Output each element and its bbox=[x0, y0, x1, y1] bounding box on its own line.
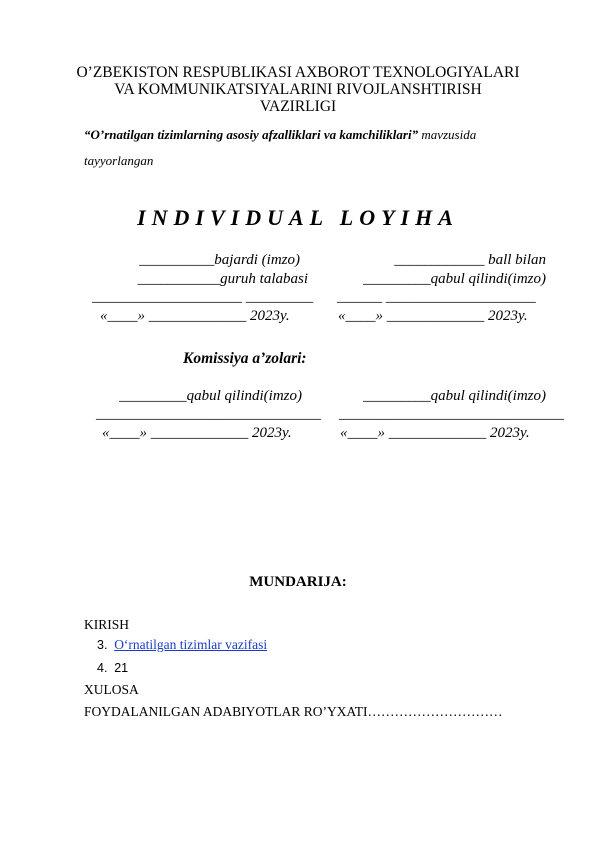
accepted-signature-line: _________qabul qilindi(imzo) bbox=[363, 271, 546, 287]
commission-left-blank: ______________________________ bbox=[96, 406, 321, 422]
toc-item-number: 3. bbox=[97, 638, 108, 652]
topic-suffix: mavzusida bbox=[418, 127, 477, 142]
executor-signature-line: __________bajardi (imzo) bbox=[139, 252, 300, 268]
toc-item-label: 21 bbox=[114, 661, 129, 675]
topic-line-2: tayyorlangan bbox=[84, 153, 154, 168]
commission-right-date: «____» _____________ 2023y. bbox=[340, 425, 530, 441]
commission-right-blank: ______________________________ bbox=[339, 406, 564, 422]
toc-item-references: FOYDALANILGAN ADABIYOTLAR RO’YXATI………………………… bbox=[84, 704, 503, 719]
contents-heading: MUNDARIJA: bbox=[249, 574, 347, 590]
left-blank-line: ____________________ _________ bbox=[92, 289, 314, 305]
commission-left-date: «____» _____________ 2023y. bbox=[102, 425, 292, 441]
toc-item-3[interactable] bbox=[97, 637, 267, 653]
ministry-name-line-3: VAZIRLIGI bbox=[259, 98, 337, 115]
right-blank-line: ______ ____________________ bbox=[337, 289, 536, 305]
toc-item-conclusion: XULOSA bbox=[84, 682, 139, 697]
commission-left-signature: _________qabul qilindi(imzo) bbox=[119, 388, 302, 404]
toc-item-number: 4. bbox=[97, 661, 108, 675]
toc-item-4 bbox=[97, 660, 128, 676]
ministry-name-line-1: O’ZBEKISTON RESPUBLIKASI AXBOROT TEXNOLOGIYALARI bbox=[76, 64, 520, 81]
topic-title: “O’rnatilgan tizimlarning asosiy afzalliklari va kamchiliklari” bbox=[84, 127, 419, 142]
student-group-line: ___________guruh talabasi bbox=[137, 271, 308, 287]
grade-line: ____________ ball bilan bbox=[394, 252, 546, 268]
commission-heading: Komissiya a’zolari: bbox=[183, 350, 307, 367]
toc-item-introduction: KIRISH bbox=[84, 617, 130, 632]
topic-line bbox=[84, 127, 476, 143]
right-date-line: «____» _____________ 2023y. bbox=[338, 308, 528, 324]
document-title: INDIVIDUAL LOYIHA bbox=[137, 205, 459, 230]
left-date-line: «____» _____________ 2023y. bbox=[100, 308, 290, 324]
ministry-name-line-2: VA KOMMUNIKATSIYALARINI RIVOJLANSHTIRISH bbox=[114, 81, 482, 98]
toc-link-embedded-systems-purpose[interactable]: O‘rnatilgan tizimlar vazifasi bbox=[114, 637, 268, 652]
commission-right-signature: _________qabul qilindi(imzo) bbox=[363, 388, 546, 404]
